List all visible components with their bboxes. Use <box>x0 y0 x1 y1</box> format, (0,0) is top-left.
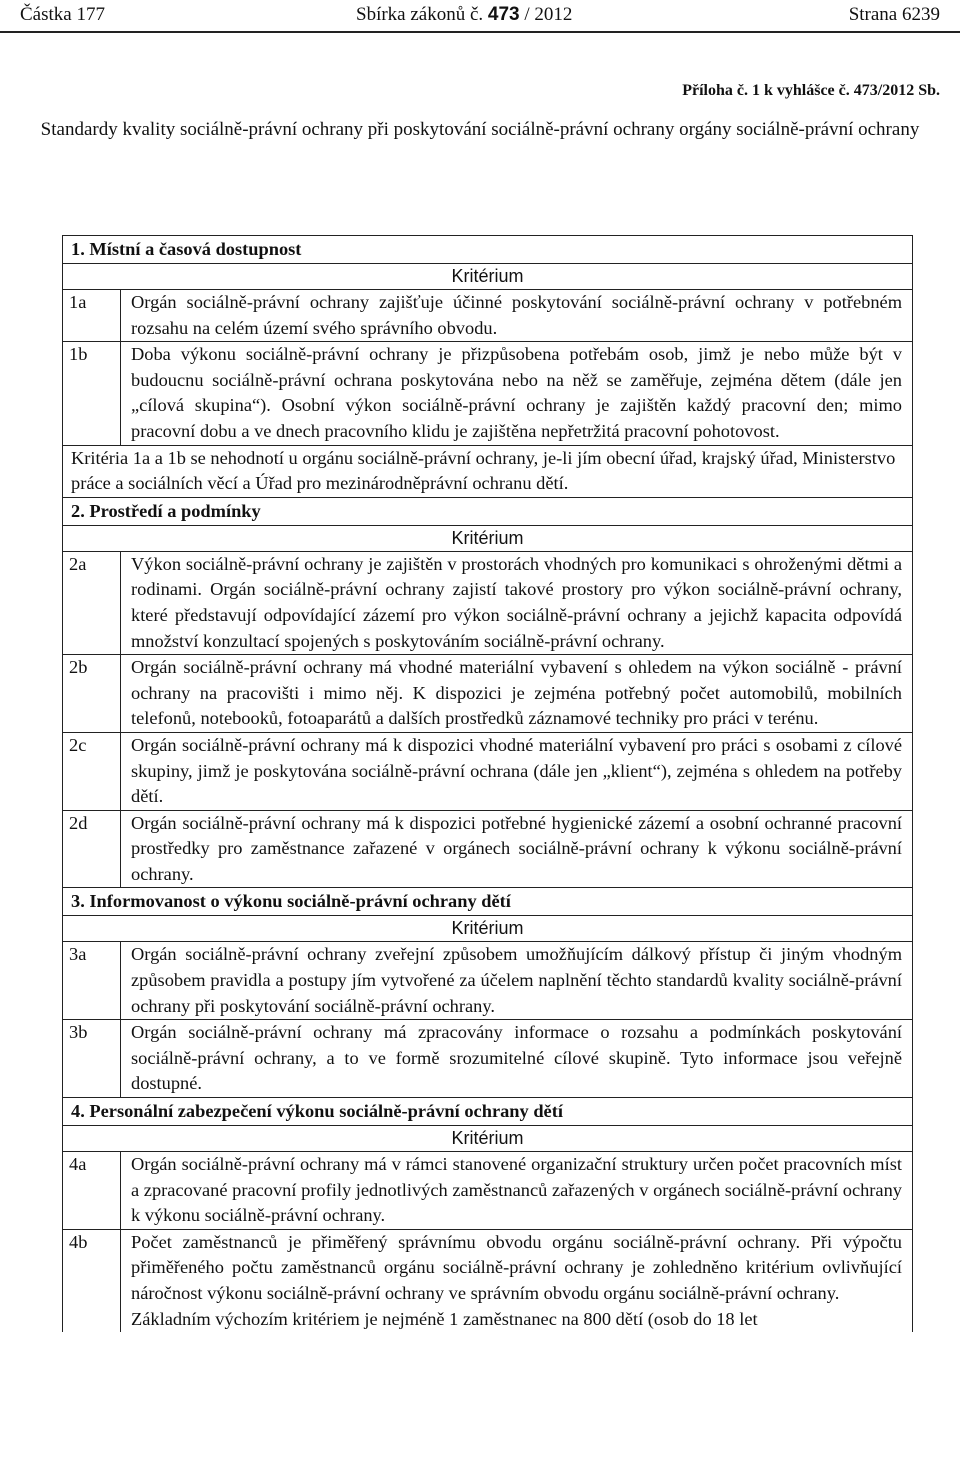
collection-prefix: Sbírka zákonů č. <box>356 4 484 25</box>
criterion-row <box>63 1230 912 1332</box>
criterion-row <box>63 342 912 445</box>
criterion-code: 4a <box>63 1152 121 1229</box>
criterion-header: Kritérium <box>63 916 912 942</box>
criterion-row <box>63 942 912 1020</box>
criterion-code: 3b <box>63 1020 121 1097</box>
criterion-row <box>63 1020 912 1098</box>
criterion-code: 4b <box>63 1230 121 1332</box>
section-title: 1. Místní a časová dostupnost <box>63 236 912 264</box>
issue-number: Částka 177 <box>20 4 105 25</box>
collection-number: 473 <box>487 4 520 25</box>
criterion-text: Doba výkonu sociálně-právní ochrany je přizpůsobena potřebám osob, jimž je nebo může být v budoucnu sociálně-právní ochrana poskytována nebo na něž se zaměřuje, zejména dětem (dále jen „cílová skupina“). Osobní výkon sociálně-právní ochrany je zajištěn každý pracovní den; mimo pracovní dobu a ve dnech pracovního klidu je zajištěna nepřetržitá pracovní pohotovost. <box>131 344 902 441</box>
criterion-text: Orgán sociálně-právní ochrany zajišťuje účinné poskytování sociálně-právní ochrany v potřebném rozsahu na celém území svého správního obvodu. <box>131 292 902 338</box>
criterion-text-block <box>121 1230 912 1332</box>
criterion-header: Kritérium <box>63 526 912 552</box>
section-title: 2. Prostředí a podmínky <box>63 498 912 526</box>
criterion-header: Kritérium <box>63 1126 912 1152</box>
criterion-text: Orgán sociálně-právní ochrany zveřejní způsobem umožňujícím dálkový přístup či jiným vhodným způsobem pravidla a postupy jím vytvořené za účelem naplnění těchto standardů kvality sociálně-právní ochrany při poskytování sociálně-právní ochrany. <box>131 944 902 1016</box>
criterion-text: Orgán sociálně-právní ochrany má k dispozici potřebné hygienické zázemí a osobní ochranné pracovní prostředky pro zaměstnance zařazené v orgánech sociálně-právní ochrany k výkonu sociálně-právní ochrany. <box>131 812 902 884</box>
page-header <box>0 0 960 32</box>
collection-year: / 2012 <box>524 4 573 25</box>
criterion-code: 2b <box>63 655 121 732</box>
criterion-row <box>63 1152 912 1230</box>
criterion-code: 3a <box>63 942 121 1019</box>
criterion-text: Orgán sociálně-právní ochrany má zpracovány informace o rozsahu a podmínkách poskytování sociálně-právní ochrany, a to ve formě srozumitelné cílové skupině. Tyto informace jsou veřejně dostupné. <box>131 1022 902 1094</box>
criterion-text: Počet zaměstnanců je přiměřený správnímu obvodu orgánu sociálně-právní ochrany. Při výpočtu přiměřeného počtu zaměstnanců orgánu sociálně-právní ochrany je zohledněno kritérium ovlivňující náročnost výkonu sociálně-právní ochrany ve správním obvodu orgánu sociálně-právní ochrany. <box>131 1231 902 1303</box>
criterion-code: 1a <box>63 290 121 341</box>
criterion-code: 2a <box>63 552 121 654</box>
criterion-text: Výkon sociálně-právní ochrany je zajištěn v prostorách vhodných pro komunikaci s ohroženými dětmi a rodinami. Orgán sociálně-právní ochrany zajistí takové prostory pro výkon sociálně-právní ochrany, které představují odpovídající zázemí pro výkon sociálně-právní ochrany a jejichž kapacita odpovídá množství konzultací spojených s poskytováním sociálně-právní ochrany. <box>131 553 902 651</box>
document-title: Standardy kvality sociálně-právní ochrany při poskytování sociálně-právní ochrany orgány sociálně-právní ochrany <box>40 119 920 140</box>
criterion-text: Orgán sociálně-právní ochrany má k dispozici vhodné materiální vybavení pro práci s osobami z cílové skupiny, jimž je poskytována sociálně-právní ochrana (dále jen „klient“), zejména s ohledem na potřeby dětí. <box>131 734 902 807</box>
appendix-label: Příloha č. 1 k vyhlášce č. 473/2012 Sb. <box>682 82 940 99</box>
criterion-text-continued: Základním výchozím kritériem je nejméně 1 zaměstnanec na 800 dětí (osob do 18 let <box>131 1308 758 1329</box>
criterion-text: Orgán sociálně-právní ochrany má v rámci stanovené organizační struktury určen počet pracovních míst a zpracované pracovní profily jednotlivých zaměstnanců zařazených v orgánech sociálně-právní ochrany k výkonu sociálně-právní ochrany. <box>131 1154 902 1226</box>
criterion-code: 2d <box>63 811 121 888</box>
page-number: Strana 6239 <box>848 4 940 25</box>
collection-title <box>356 4 572 26</box>
criterion-row <box>63 290 912 342</box>
section-note: Kritéria 1a a 1b se nehodnotí u orgánu sociálně-právní ochrany, je-li jím obecní úřad, krajský úřad, Ministerstvo práce a sociálních věcí a Úřad pro mezinárodněprávní ochranu dětí. <box>63 446 912 498</box>
criterion-row <box>63 811 912 889</box>
section-title: 4. Personální zabezpečení výkonu sociálně-právní ochrany dětí <box>63 1098 912 1126</box>
criterion-header: Kritérium <box>63 264 912 290</box>
header-divider <box>0 31 960 33</box>
criterion-row <box>63 655 912 733</box>
criterion-code: 2c <box>63 733 121 810</box>
criterion-text: Orgán sociálně-právní ochrany má vhodné materiální vybavení s ohledem na výkon sociálně - právní ochrany na pracovišti i mimo něj. K dispozici je zejména potřebný počet automobilů, mobilních telefonů, notebooků, fotoaparátů a dalších prostředků záznamové techniky pro práci v terénu. <box>131 657 902 729</box>
criterion-code: 1b <box>63 342 121 444</box>
section-title: 3. Informovanost o výkonu sociálně-právní ochrany dětí <box>63 888 912 916</box>
standards-table <box>62 235 913 1332</box>
criterion-row <box>63 733 912 811</box>
criterion-row <box>63 552 912 655</box>
